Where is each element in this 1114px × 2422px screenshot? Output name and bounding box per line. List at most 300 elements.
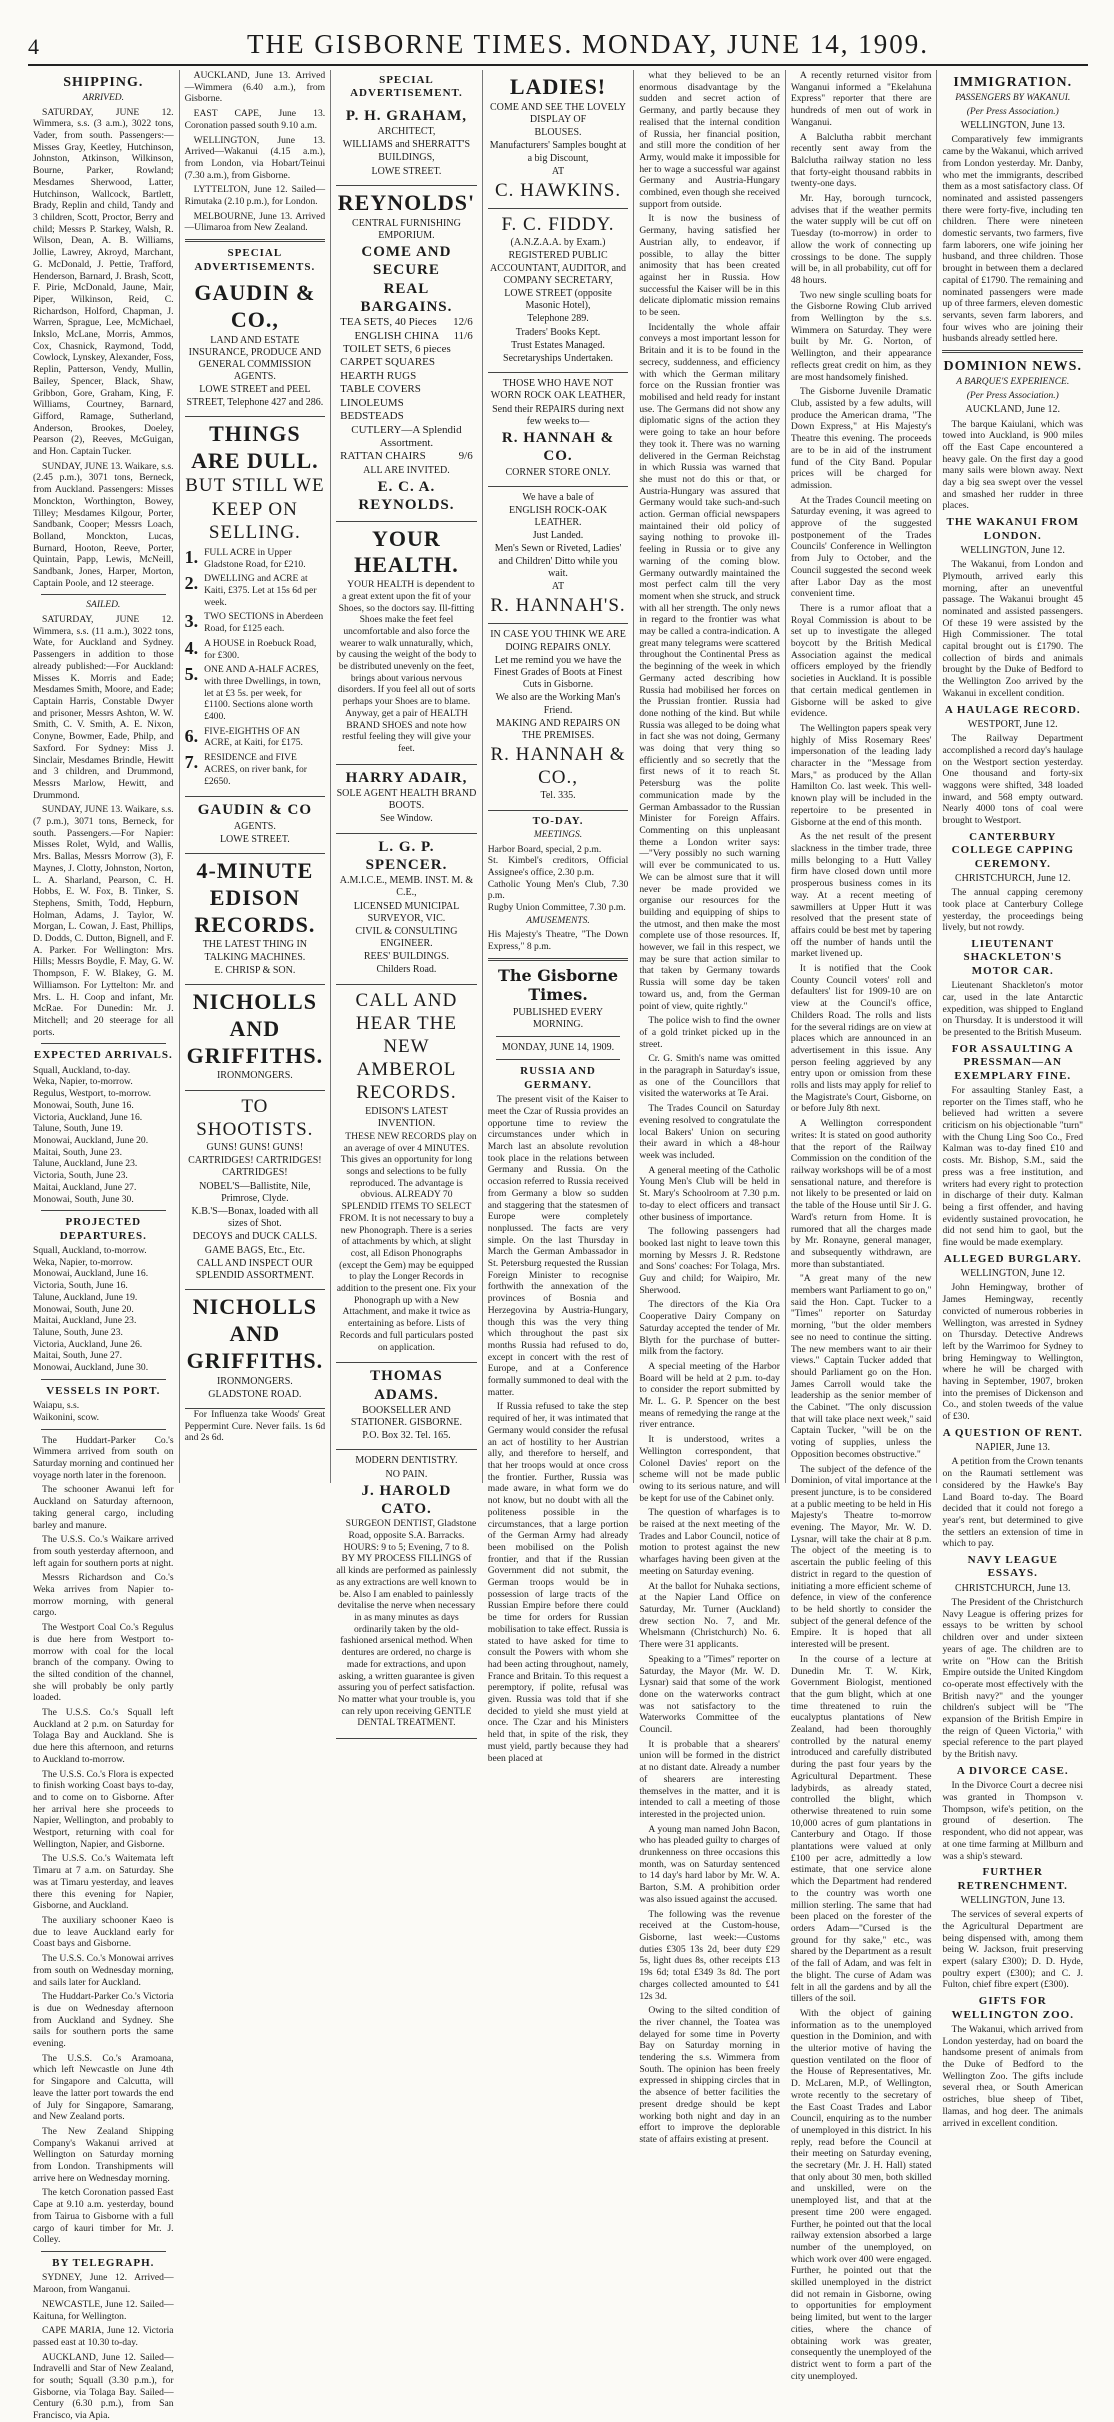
text-item: AGENTS. <box>233 820 276 832</box>
adair-lines <box>336 788 477 826</box>
listing-number: 2. <box>184 573 199 594</box>
text-item: The auxiliary schooner Kaeo is due to leave Auckland early for Coast bays and Gisborne. <box>33 1915 174 1950</box>
meetings-list <box>488 844 629 914</box>
listing-item <box>185 611 326 634</box>
text-item: Cr. G. Smith's name was omitted in the paragraph in Saturday's issue, as one of the Councillors that visited the waterworks at Te Arai. <box>639 1053 780 1100</box>
spencer-lines <box>336 875 477 977</box>
haulage-text: The Railway Department accomplished a record day's haulage on the Westport section yesterday. One thousand and forty-six waggons were shifted, 348 loaded inward, and 568 empty outward. Nearly 4000 tons of coal were brought to Westport. <box>942 733 1084 827</box>
adair-title: HARRY ADAIR, <box>345 769 468 786</box>
price-item-name: TABLE COVERS <box>340 383 421 396</box>
text-item: Talune, Auckland, June 23. <box>33 1158 138 1170</box>
hannah-ad-3 <box>488 624 629 810</box>
text-item: NEWCASTLE, June 12. Sailed—Kaituna, for Wellington. <box>33 2298 174 2322</box>
text-item: WILLIAMS and SHERRATT'S <box>342 139 471 151</box>
listings <box>185 547 326 787</box>
text-item: Waikonini, scow. <box>33 1411 100 1423</box>
sailed-list <box>33 614 174 1038</box>
text-item: At the Trades Council meeting on Saturday evening, it was agreed to approve of the suggested postponement of the Trades Councils' Conference in Wellington from July to October, and the Council suggested the second week after Labor Day as the most convenient time. <box>790 494 932 600</box>
text-item: A special meeting of the Harbor Board will be held at 2 p.m. to-day to consider the report submitted by Mr. L. G. P. Spencer on the best means of remedying the range at the river entrance. <box>639 1360 780 1431</box>
text-item: Telephone 289. <box>527 313 589 325</box>
divorce-text: In the Divorce Court a decree nisi was granted in Thompson v. Thompson, wife's petition, on the ground of desertion. The respondent, who did not appear, was at one time farming at Millburn and was a ship's steward. <box>942 1780 1084 1862</box>
hannah3-title: R. HANNAH & CO., <box>490 744 626 789</box>
hannah1-lines <box>488 378 629 428</box>
adams-lines <box>336 1405 477 1443</box>
price-item-name: CUTLERY—A Splendid Assortment. <box>351 423 462 449</box>
text-item: Monowai, Auckland, June 16. <box>33 1268 149 1280</box>
masthead <box>28 20 1088 66</box>
text-item: Speaking to a "Times" reporter on Saturday, the Mayor (Mr. W. D. Lysnar) said that some of the work done on the waterworks contract was not satisfactory to the Waterworks Committee of the Council. <box>639 1653 780 1736</box>
text-item: Squall, Auckland, to-day. <box>33 1064 131 1076</box>
cato-ad <box>336 1450 477 1739</box>
price-item <box>336 330 477 357</box>
text-item: MELBOURNE, June 13. Arrived—Ulimaroa from New Zealand. <box>184 210 326 234</box>
text-item: WELLINGTON, June 13. Arrived—Wakanui (4.15 a.m.), from London, via Hobart/Teinui (7.30 a.m.), from Gisborne. <box>184 134 326 181</box>
text-item: Owing to the silted condition of the river channel, the Toatea was delayed for some time in Poverty Bay on Saturday morning in tendering the s.s. Wimmera from South. The opinion has been freely expressed in shipping circles that in the absence of better facilities the present dredge should be kept working both night and day in an effort to improve the deplorable state of affairs existing at present. <box>639 2005 780 2145</box>
text-item: SUNDAY, JUNE 13. Waikare, s.s. (7 p.m.), 3071 tons, Berneck, for south. Passengers.—For Napier: Misses Rolet, Wyld, and Wallis, Mrs. Ballas, Messrs Morrow (3), F. Maynes, J. Clotty, Johnston, Norton, L. A. Sharland, Pearson, C. H. Hobbs, E. W. Fox, B. Tinker, S. Stephens, Smith, Todd, Hepburn, Holman, Adams, J. Taylor, W. Morgan, L. Cowan, J. East, Phillips, D. Dodds, C. Dutton, Bignell, and F. A. Parker. For Wellington: Mrs. Hills; Messrs Boydle, F. May, G. W. Thompson, F. W. Blakey, G. M. Williamson. For Lyttelton: Mr. and Mrs. L. H. Coop and infant, Mr. McRae. For Dunedin: Mr. J. Mitchell; and 20 steerage for all ports. <box>33 804 174 1038</box>
dentistry-title: MODERN DENTISTRY. <box>355 1455 458 1467</box>
text-item: Maitai, Auckland, June 27. <box>33 1181 137 1193</box>
text-item: With the object of gaining information as to the unemployed question in the Dominion, and with the ulterior motive of having the question ventilated on the floor of the House of Representatives, Mr. D. McLaren, M.P., of Wellington, wrote recently to the secretary of the East Coast Trades and Labor Council, enquiring as to the number of unemployed in this district. In his reply, read before the Council at their meeting on Saturday evening, the secretary (Mr. J. H. Hall) stated that only about 30 men, both skilled and unskilled, were on the unemployed list, and that at the present time 200 were engaged. Further, he pointed out that the local railway extension absorbed a large number of the unemployed, on which work over 400 were engaged. Further, he pointed out that the skilled unemployed in the district did not remain in Gisborne, owing to opportunities for employment being limited, but went to the larger cities, where the chance of obtaining work was greater, consequently the unemployed of the district went to form a part of the city unemployed. <box>790 2007 932 2382</box>
text-item: Talune, South, June 19. <box>33 1123 123 1135</box>
text-item: AT <box>551 581 565 593</box>
spencer-title: L. G. P. SPENCER. <box>365 838 448 873</box>
column-dominion-news <box>937 70 1088 2129</box>
divorce-heading: A DIVORCE CASE. <box>956 1764 1069 1777</box>
text-item: Weka, Napier, to-morrow. <box>33 1076 133 1088</box>
text-item: Monowai, Auckland, June 20. <box>33 1135 149 1146</box>
text-item: The Trades Council on Saturday evening resolved to congratulate the local Bakers' Union on securing their award in which a 48-hour week was included. <box>639 1103 780 1161</box>
capping-dateline: CHRISTCHURCH, June 12. <box>954 873 1071 884</box>
price-item-name: TEA SETS, 40 Pieces <box>340 316 437 329</box>
text-item: SATURDAY, JUNE 12. Wimmera, s.s. (3 a.m.), 3022 tons, Vader, from south. Passengers:—Misses Gray, Keetley, Hutchinson, Johnston, Atkinson, Wilkinson, Bourne, Parker, Rowland; Mesdames Sherwood, Latter, Hutchinson, Wallcock, Bartlett, Brady, Replin and child, Tandy and 3 children, Scott, Proctor, Berry and child; Messrs P. Starkey, Walsh, R. Wilson, Dean, A. B. Williams, Jollie, Lawrey, Akroyd, Marchant, G. McDonald, J. Pettie, Trafford, Henderson, Barnard, J. Brash, Scott, F. Pirie, McDonald, Jaune, Mair, Piper, Wilkinson, Reid, C. Richardson, Holford, Chapman, J. Warren, Sprague, Lee, McMichael, Inkslo, McLane, Morris, Ammos, Cox, Chasnick, Raymond, Todd, Cowlock, Lynskey, Alexander, Foss, Replin, Patterson, Vendy, Mullin, Bailey, Spencer, Black, Shaw, Gribbon, Gore, Graham, King, F. Williams, Courtney, Barnard, Gifford, Ramage, Sutherland, Anderson, Brookes, Doeley, Pearson (2), Reeves, McGuigan, and Hon. Captain Tucker. <box>33 106 174 458</box>
price-item <box>336 383 477 396</box>
reynolds-items <box>336 316 477 463</box>
column-shipping <box>28 70 180 2422</box>
text-item: As the net result of the present slackness in the timber trade, three mills belonging to a Hutt Valley firm have closed down until more prosperous business comes in its way. At a recent meeting of sawmillers at Upper Hutt it was resolved that the present state of affairs could be best met by tapering off the number of hands until the market livened up. <box>790 831 932 960</box>
reynolds-ad <box>336 186 477 522</box>
nicholls-sub: IRONMONGERS. <box>216 1070 293 1082</box>
text-item: A.M.I.C.E., MEMB. INST. M. & C.E., <box>339 875 474 899</box>
text-item: BUT STILL WE <box>185 475 325 497</box>
amberol-sub: EDISON'S LATEST INVENTION. <box>365 1105 448 1129</box>
text-item: There is a rumor afloat that a Royal Commission is about to be set up to investigate the alleged boycott by the British Medical Association against the medical officers employed by the friendly societies in Auckland. It is possible that certain medical gentlemen in Gisborne will be asked to give evidence. <box>790 602 932 720</box>
dull-lines <box>185 474 326 544</box>
text-item: Secretaryships Undertaken. <box>503 352 613 364</box>
text-item: SUNDAY, JUNE 13. Waikare, s.s. (2.45 p.m.), 3071 tons, Berneck, from Auckland. Passengers: Misses Monckton, Worthington, Bowey, Tilley; Mesdames Kilgour, Porter, Sandbank, Cooper; Messrs Loach, Bolland, Monckton, Lucas, Burnard, Hooton, Reeve, Porter, Quintain, Papp, Lewis, McNeill, Sandbank, Jones, Harper, Morton, Captain Poole, and 12 steerage. <box>33 460 174 589</box>
text-item: REAL BARGAINS. <box>360 280 453 315</box>
text-item: Rugby Union Committee, 7.30 p.m. <box>487 902 626 914</box>
text-item: St. Kimbel's creditors, Official Assignee's office, 2.30 p.m. <box>487 855 629 878</box>
amberol-title: CALL AND HEAR THE NEW AMBEROL RECORDS. <box>355 989 458 1104</box>
text-item: A recently returned visitor from Wanganui informed a "Ekelahuna Express" reporter that there are hundreds of men out of work in Wanganui. <box>790 70 932 128</box>
text-item: GLADSTONE ROAD. <box>208 1388 302 1400</box>
wakanui-heading: THE WAKANUI FROM LONDON. <box>946 516 1080 542</box>
text-item: BUILDINGS, <box>378 152 435 164</box>
text-item: REGISTERED PUBLIC ACCOUNTANT, AUDITOR, and COMPANY SECRETARY, <box>490 250 627 286</box>
burglary-dateline: WELLINGTON, June 12. <box>960 1268 1065 1280</box>
vessels-heading: VESSELS IN PORT. <box>46 1384 161 1397</box>
listing-number: 4. <box>184 637 199 658</box>
text-item: The Huddart-Parker Co.'s Victoria is due on Wednesday afternoon from Auckland and Sydney. She sails for southern ports the same evening. <box>33 1991 174 2050</box>
shackleton-text: Lieutenant Shackleton's motor car, used in the late Antarctic expedition, was shipped to England on Thursday. It is understood it will be presented to the British Museum. <box>942 980 1084 1039</box>
gaudin-ad <box>185 276 326 417</box>
price-item <box>336 397 477 410</box>
listing-item <box>185 638 326 661</box>
paper-nameplate: The Gisborne Times. <box>497 965 619 1005</box>
text-item: Maitai, South, June 23. <box>33 1146 123 1158</box>
column-ads-and-editorial <box>483 70 635 1764</box>
text-item: Monowai, South, June 30. <box>33 1193 134 1205</box>
text-item: The U.S.S. Co.'s Waikare arrived from south yesterday afternoon, and left again for southern ports at night. <box>33 1534 174 1569</box>
text-item: CARTRIDGES! CARTRIDGES! CARTRIDGES! <box>188 1155 322 1179</box>
text-item: Victoria, Auckland, June 26. <box>33 1338 143 1350</box>
text-item: Harbor Board, special, 2 p.m. <box>487 843 602 855</box>
pressman-heading: FOR ASSAULTING A PRESSMAN—AN EXEMPLARY FINE. <box>951 1042 1074 1082</box>
telegraph-list <box>33 2272 174 2421</box>
shipping-telegrams <box>185 70 326 234</box>
text-item: CALL AND INSPECT OUR SPLENDID ASSORTMENT. <box>195 1257 314 1281</box>
retrench-heading: FURTHER RETRENCHMENT. <box>957 1866 1068 1892</box>
text-item: LOWE STREET. <box>371 165 442 177</box>
listing-item <box>185 547 326 570</box>
shooters-title: TO SHOOTISTS. <box>196 1095 314 1140</box>
listing-number: 1. <box>184 546 199 567</box>
adams-ad <box>336 1363 477 1450</box>
text-item: The U.S.S. Co.'s Waitemata left Timaru at 7 a.m. on Saturday. She was at Timaru yesterday, and leaves there this evening for Napier, Gisborne, and Auckland. <box>33 1853 174 1912</box>
text-item: The subject of the defence of the Dominion, of vital importance at the present juncture, is to be considered at a public meeting to be held in His Majesty's Theatre to-morrow evening. The Mayor, Mr. W. D. Lysnar, will take the chair at 8 p.m. The object of the meeting is to ascertain the public feeling of this district in regard to the question of initiating a more efficient scheme of defence, in view of the conference to be held shortly to consider the subject of the general defence of the Empire. It is hoped that all interested will be present. <box>790 1463 932 1651</box>
text-item: LYTTELTON, June 12. Sailed—Rimutaka (2.10 p.m.), for London. <box>184 184 326 208</box>
text-item: The question of wharfages is to be raised at the next meeting of the Trades and Labor Council, notice of motion to protest against the new wharfages having been given at the meeting on Saturday evening. <box>639 1507 780 1577</box>
text-item: Talune, South, June 23. <box>33 1326 123 1338</box>
listing-text: FULL ACRE in Upper Gladstone Road, for £210. <box>204 546 306 570</box>
listing-text: ONE AND A-HALF ACRES, with three Dwellings, in town, let at £3 5s. per week, for £1100. Sections alone worth £400. <box>204 664 321 723</box>
text-item: The U.S.S. Co.'s Flora is expected to finish working Coast bays to-day, and to come on to Gisborne. After her arrival here she proceeds to Napier, Wellington, and probably to Westport, returning with coal for Wellington, Napier, and Gisborne. <box>33 1768 174 1850</box>
text-item: A Balclutha rabbit merchant recently sent away from the Balclutha railway station no less that forty-eight thousand rabbits in twenty-one days. <box>790 131 932 190</box>
gaudin-lines <box>185 335 326 409</box>
text-item: Monowai, South, June 20. <box>33 1303 134 1315</box>
price-item <box>336 316 477 329</box>
masthead-title: THE GISBORNE TIMES. MONDAY, JUNE 14, 1909. <box>246 29 930 59</box>
text-item: COME AND SEE THE LOVELY DISPLAY OF <box>490 101 627 126</box>
price-item-name: HEARTH RUGS <box>340 369 417 382</box>
listing-item <box>185 726 326 749</box>
dull-ad <box>185 417 326 798</box>
text-item: The Westport Coal Co.'s Regulus is due here from Westport to-morrow with coal for the local branch of the company. Owing to the silted condition of the channel, she will probably be only partly loaded. <box>33 1622 174 1704</box>
expected-heading: EXPECTED ARRIVALS. <box>33 1049 173 1062</box>
haulage-dateline: WESTPORT, June 12. <box>967 718 1058 730</box>
text-item: LOWE STREET. <box>219 833 290 845</box>
local-news-2 <box>791 70 932 2382</box>
projected-list <box>33 1245 174 1374</box>
text-item: Victoria, Auckland, June 16. <box>33 1111 143 1123</box>
text-item: BOOKSELLER AND STATIONER. GISBORNE. <box>350 1404 463 1429</box>
text-item: We have a bale of <box>522 491 594 503</box>
text-item: SOLE AGENT HEALTH BRAND BOOTS. <box>336 788 477 812</box>
ladies-lines <box>488 102 629 178</box>
local-news-1 <box>639 70 780 2146</box>
text-item: SELLING. <box>208 521 301 543</box>
cato-title: J. HAROLD CATO. <box>361 1482 452 1518</box>
health-text: YOUR HEALTH is dependent to a great extent upon the fit of your Shoes, so the doctors say. Ill-fitting Shoes make the feet feel uncomfortable and also force the wearer to walk unnaturally, which, by causing the weight of the body to be distributed unevenly on the feet, brings about various nervous disorders. If you feel all out of sorts perhaps your Shoes are to blame. Anyway, get a pair of HEALTH BRAND SHOES and note how restful feeling they will give your feet. <box>336 579 477 754</box>
pressman-text: For assaulting Stanley East, a reporter on the Times staff, who he believed had written a severe criticism on his objectionable "turn" with the Chung Ling Soo Co., Fred Kalman was to-day fined £10 and costs. Mr. Bishop, S.M., said the press was a free institution, and writers had every right to protection in discharge of their duty. Kalman being a first offender, and having evidently sustained provocation, he did not send him to gaol, but the fine would be made exemplary. <box>942 1084 1084 1249</box>
listing-number: 5. <box>184 664 199 685</box>
text-item: CAPE MARIA, June 12. Victoria passed east at 10.30 to-day. <box>33 2325 174 2348</box>
text-item: AUCKLAND, June 12. Sailed—Indravelli and Star of New Zealand, for south; Squall (3.30 p.m.), for Gisborne, via Tolaga Bay. Sailed—Century (6.30 p.m.), from San Francisco, via Apia. <box>33 2351 174 2422</box>
text-item: Childers Road. <box>376 964 437 976</box>
cato-text: SURGEON DENTIST, Gladstone Road, opposite S.A. Barracks. HOURS: 9 to 5; Evening, 7 to 8. BY MY PROCESS FILLINGS of all kinds are performed as painlessly as any extractions are well known to be. Also I am enabled to painlessly devitalise the nerve when necessary in as many minutes as days ordinarily taken by the old-fashioned arsenical method. When dentures are ordered, no charge is made for extractions, and upon asking, a written guarantee is given assuring you of perfect satisfaction. No matter what your trouble is, you can rely upon receiving GENTLE DENTAL TREATMENT. <box>336 1518 477 1729</box>
text-item: AUCKLAND, June 13. Arrived—Wimmera (6.40 a.m.), from Gisborne. <box>184 70 326 105</box>
burglary-heading: ALLEGED BURGLARY. <box>943 1252 1082 1265</box>
text-item: REES' BUILDINGS. <box>363 951 450 963</box>
vessels-list <box>33 1400 174 1423</box>
expected-list <box>33 1065 174 1205</box>
text-item: Incidentally the whole affair conveys a most important lesson for Britain and it is to be found in the secrecy, suddenness, and efficiency with which the German military force on the Russian frontier was mobilised and held ready for instant use. The Germans did not show any diplomatic signs of the action they were going to take an hour before they took it. There was no warning delivered in the German Reichstag in which Russia was warned that she must not do this or that, or Austria-Hungary was assured that Germany would take such-and-such action. German official newspapers maintained their old policy of saying nothing to provoke ill-feeling in Russia or to give any warning of the coming blow. Germany outwardly maintained the most perfect calm till the very moment when she struck, and struck with all her strength. The only news in regard to the frontier was what may be called a contra-indication. A great many telegrams were scattered throughout the Continental Press as the beginning of the week in which Germany acted describing how Russia had mobilised her forces on the Prussian frontier. Russia had done nothing of the kind. But while Russia was alleged to be doing what in fact she was not doing, Germany was doing that very thing so efficiently and so secretly that the first news of it to reach St. Petersburg was the polite communication made by the German Ambassador to the Russian Minister for Foreign Affairs. Commenting on this unpleasant theme a London writer says:—"Very possibly no such warning will ever be communicated to us. We can be almost sure that it will never be made provided we organise our resources for the building and equipping of ships to the utmost, and then make the most complete use of those resources. If, however, we fail in this respect, we may be sure that action similar to that taken by Germany towards Russia will some day be taken toward us, and, from the German point of view, quite rightly." <box>639 321 780 1012</box>
nicholls-title: NICHOLLS AND GRIFFITHS. <box>186 988 324 1068</box>
text-item: The U.S.S. Co.'s Monowai arrives from south on Wednesday morning, and sails later for Auckland. <box>33 1953 174 1988</box>
hannah2-title: R. HANNAH'S. <box>490 595 626 617</box>
nicholls2-title: NICHOLLS AND GRIFFITHS. <box>186 1294 324 1373</box>
barque-heading: A BARQUE'S EXPERIENCE. <box>956 377 1070 388</box>
reynolds-lines <box>336 243 477 316</box>
nicholls2-lines <box>185 1376 326 1401</box>
text-item: NOBEL'S—Ballistite, Nile, Primrose, Clyde. <box>199 1180 311 1204</box>
health-title: YOUR HEALTH. <box>354 525 459 578</box>
text-item: (A.N.Z.A.A. by Exam.) <box>510 237 606 249</box>
gaudin-title: GAUDIN & CO., <box>194 279 316 332</box>
graham-ad <box>336 103 477 186</box>
text-item: Mr. Hay, borough turncock, advises that if the weather permits the water supply will be cut off on Tuesday (to-morrow) in order to allow the work of connecting up crossings to be done. The supply will be, in all probability, cut off for 48 hours. <box>790 193 932 286</box>
dominion-heading: DOMINION NEWS. <box>943 359 1082 375</box>
price-item <box>336 370 477 383</box>
immigration-sub: PASSENGERS BY WAKANUI. <box>955 93 1071 104</box>
text-item: Maitai, Auckland, June 23. <box>33 1315 137 1327</box>
text-item: The Gisborne Juvenile Dramatic Club, assisted by a few adults, will produce the American drama, "The Down Express," at His Majesty's Theatre this evening. The proceeds are to be in aid of the instrument fund of the City Band. Popular prices will be charged for admission. <box>790 386 932 491</box>
text-item: LICENSED MUNICIPAL SURVEYOR, VIC. <box>353 900 460 924</box>
zoo-heading: GIFTS FOR WELLINGTON ZOO. <box>951 1995 1074 2021</box>
text-item: It is notified that the Cook County Council voters' roll and defaulters' list for 1909-10 are on view at the Council's office, Childers Road. The rolls and lists for the several ridings are on view at places which are announced in an advertisement in this issue. Any person feeling aggrieved by any entry upon or omission from these rolls and lists may apply for relief to the Magistrate's Court, Gisborne, on or before July 8th next. <box>790 963 932 1115</box>
text-item: GUNS! GUNS! GUNS! <box>206 1142 304 1153</box>
russia-article <box>488 1094 629 1764</box>
arrived-list <box>33 107 174 590</box>
text-item: LOWE STREET and PEEL STREET, Telephone 427 and 286. <box>186 384 324 408</box>
gaudin-agents-ad <box>185 797 326 854</box>
graham-lines <box>336 126 477 178</box>
records-ad <box>185 854 326 985</box>
text-item: KEEP ON <box>211 498 298 520</box>
shipping-news <box>33 1435 174 2246</box>
retrench-dateline: WELLINGTON, June 13. <box>960 1895 1065 1907</box>
fiddy-lines <box>488 237 629 365</box>
immigration-heading: IMMIGRATION. <box>953 75 1073 90</box>
price-item <box>336 410 477 423</box>
text-item: LAND AND ESTATE INSURANCE, PRODUCE AND GENERAL COMMISSION AGENTS. <box>188 334 322 383</box>
price-item-price: 12/6 <box>453 316 473 329</box>
text-item: Squall, Auckland, to-morrow. <box>33 1245 147 1257</box>
text-item: THE LATEST THING IN TALKING MACHINES. <box>202 939 308 963</box>
price-item <box>336 450 477 463</box>
text-item: It is understood, writes a Wellington correspondent, that Colonel Davies' report on the scheme will not be made public owing to its serious nature, and will be kept for use of the Cabinet only. <box>639 1434 780 1504</box>
text-item: The present visit of the Kaiser to meet the Czar of Russia provides an opportune time to review the circumstances under which in March last an absolute revolution took place in the relations between Germany and Russia. On the occasion referred to Russia received from Germany a blow so sudden and staggering that the statesmen of Europe were completely nonplussed. The facts are very simple. On the last Thursday in March the German Ambassador in St. Petersburg requested the Russian Foreign Minister to recognise forthwith the annexation of the provinces of Bosnia and Herzegovina by Austria-Hungary, though this was the very thing which throughout the past six months Russia had refused to do, except in concert with the rest of Europe, and at a Conference formally summoned to deal with the matter. <box>487 1094 629 1398</box>
text-item: LOWE STREET (opposite Masonic Hotel), <box>504 288 612 312</box>
text-item: SATURDAY, JUNE 12. Wimmera, s.s. (11 a.m.), 3022 tons, Wate, for Auckland and Sydney. Passengers in addition to those already published:—For Auckland: Misses K. Morris and Eade; Mesdames Smith, Moore, and Eade; Captain Harris, Constable Dwyer and prisoner, Messrs Ashton, W. W. Smith, C. V. Smith, A. E. Nixon, Conyne, Bowmer, Eade, Philp, and Saxford. For Sydney: Miss J. Sinclair, Mesdames Brindle, Hewitt and 3 children, and Drummond, Messrs Marlow, Hewitt, and Drummond. <box>33 614 174 801</box>
price-item-name: RATTAN CHAIRS <box>340 450 426 463</box>
text-item: Send their REPAIRS during next few weeks to— <box>492 403 624 427</box>
hannah-ad-1 <box>488 373 629 487</box>
text-item: EAST CAPE, June 13. Coronation passed south 9.10 a.m. <box>184 108 326 131</box>
invited: ALL ARE INVITED. <box>363 464 450 476</box>
text-item: Catholic Young Men's Club, 7.30 p.m. <box>487 878 629 902</box>
today-heading: TO-DAY. <box>532 814 584 827</box>
text-item: "A great many of the new members want Parliament to go on," said the Hon. Capt. Tucker to a "Times" reporter on Saturday morning, "but the older members see no need to continue the sitting. The new members want to air their views." Captain Tucker added that should Parliament go on the Hon. James Carroll would take the leadership as the senior member of the Cabinet. "The only discussion that will take place next week," said Captain Tucker, "will be on the voting of supplies, unless the Opposition becomes obstructive." <box>790 1273 932 1460</box>
adair-ad <box>336 765 477 834</box>
nicholls-ad <box>185 985 326 1091</box>
navy-heading: NAVY LEAGUE ESSAYS. <box>967 1554 1058 1580</box>
text-item: Messrs Richardson and Co.'s Weka arrives from Napier to-morrow morning, with general cargo. <box>33 1572 174 1619</box>
wakanui-text: The Wakanui, from London and Plymouth, arrived early this morning, after an uneventful passage. The Wakanui brought 45 nominated and assisted passengers. Of these 19 were assisted by the High Commissioner. The total capital brought out is £1790. The collection of birds and animals brought by the Duke of Bedford to the Wellington Zoo arrived by the Wakanui in excellent condition. <box>942 559 1084 699</box>
listing-text: RESIDENCE and FIVE ACRES, on river bank, for £2650. <box>204 752 307 787</box>
text-item: P.O. Box 32. Tel. 165. <box>362 1430 451 1442</box>
records-lines <box>185 939 326 977</box>
page-number: 4 <box>28 34 39 59</box>
fiddy-title: F. C. FIDDY. <box>501 214 615 236</box>
amberol-text: THESE NEW RECORDS play on an average of over 4 MINUTES. This gives an opportunity for long songs and selections to be fully reproduced. The advantage is obvious. ALREADY 70 SPLENDID ITEMS TO SELECT FROM. It is not necessary to buy a new Phonograph. There is a series of attachments by which, at slight cost, all Edison Phonographs (except the Gem) may be equipped to play the Longer Records in addition to the present one. Fix your Phonograph up with a New Attachment, and make it twice as entertaining as before. Lists of Records and full particulars posted on application. <box>336 1130 477 1353</box>
text-item: MAKING AND REPAIRS ON THE PREMISES. <box>495 717 621 741</box>
text-item: IRONMONGERS. <box>216 1375 293 1387</box>
published-line: PUBLISHED EVERY MORNING. <box>512 1006 604 1030</box>
text-item: It is now the business of Germany, having satisfied her Austrian ally, to endeavor, if possible, to allay the bitter animosity that has been created against her in Russia. How successful the Kaiser will be in this delicate diplomatic mission remains to be seen. <box>639 213 780 319</box>
text-item: ENGLISH ROCK-OAK LEATHER. <box>508 504 608 529</box>
text-item: K.B.'S—Bonax, loaded with all sizes of Shot. <box>191 1205 319 1230</box>
spencer-ad <box>336 834 477 985</box>
text-item: A general meeting of the Catholic Young Men's Club will be held in St. Mary's Schoolroom at 7.30 p.m. to-day to elect officers and transact other business of importance. <box>639 1164 780 1223</box>
shipping-heading: SHIPPING. <box>63 75 144 90</box>
adams-title: THOMAS ADAMS. <box>370 1368 443 1403</box>
text-item: The schooner Awanui left for Auckland on Saturday afternoon, taking general cargo, including barley and manure. <box>33 1484 174 1531</box>
records-title: 4-MINUTE EDISON RECORDS. <box>194 857 316 937</box>
amberol-ad <box>336 985 477 1364</box>
text-item: The Wellington papers speak very highly of Miss Rosemary Rees' impersonation of the leading lady character in the "Message from Mars," as produced by the Allan Hamilton Co. last week. This well-known play will be included in the repertoire to be presented in Gisborne at the end of this month. <box>790 722 932 828</box>
text-item: Maitai, South, June 27. <box>33 1350 123 1362</box>
reynolds-sub: CENTRAL FURNISHING EMPORIUM. <box>352 217 461 241</box>
shooters-lines <box>185 1142 326 1282</box>
text-item: The ketch Coronation passed East Cape at 9.10 a.m. yesterday, bound from Tairua to Gisborne with a full cargo of kauri timber for Mr. J. Colley. <box>33 2187 174 2246</box>
text-item: A Wellington correspondent writes: It is stated on good authority that the report of the Railway Commission on the condition of the railway workshops will be of a most sensational nature, and therefore is not likely to be presented or laid on the table of the House until Sir J. G. Ward's return from Home. It is rumored that all the charges made by Mr. Ronayne, general manager, and subsequently withdrawn, are more than substantiated. <box>790 1118 932 1270</box>
text-item: At the ballot for Nuhaka sections, at the Napier Land Office on Saturday, Mr. Turner (Auckland) drew section No. 7, and Mr. Whelsmann (Christchurch) No. 6. There were 31 applicants. <box>639 1580 780 1651</box>
gaudin2-lines <box>185 821 326 846</box>
hannah1-sub: CORNER STORE ONLY. <box>505 466 611 478</box>
press-assoc-1: (Per Press Association.) <box>966 106 1059 117</box>
barque-dateline: AUCKLAND, June 12. <box>965 404 1060 416</box>
hawkins-name: C. HAWKINS. <box>494 179 622 201</box>
price-item-name: BEDSTEADS <box>340 410 404 423</box>
wakanui-dateline: WELLINGTON, June 12. <box>960 544 1065 556</box>
capping-heading: CANTERBURY COLLEGE CAPPING CEREMONY. <box>951 830 1074 870</box>
text-item: The following passengers had booked last night to leave town this morning by Messrs J. R. Redstone and Sons' coaches: For Tolaga, Mrs. Guy and child; for Waipiro, Mr. Sherwood. <box>639 1226 780 1296</box>
shackleton-heading: LIEUTENANT SHACKLETON'S MOTOR CAR. <box>963 938 1063 977</box>
amusements-heading: AMUSEMENTS. <box>526 915 590 926</box>
gaudin2-title: GAUDIN & CO <box>197 802 313 819</box>
text-item: Weka, Napier, to-morrow. <box>33 1256 133 1268</box>
hannah2-lines <box>488 629 629 742</box>
hannah1-title: R. HANNAH & CO. <box>501 429 615 465</box>
text-item: IN CASE YOU THINK WE ARE DOING REPAIRS ONLY. <box>490 629 626 653</box>
immigration-dateline: WELLINGTON, June 13. <box>960 120 1065 132</box>
woods-footer: For Influenza take Woods' Great Peppermint Cure. Never fails. 1s 6d and 2s 6d. <box>184 1408 326 1444</box>
text-item: The police wish to find the owner of a gold trinket picked up in the street. <box>639 1015 780 1050</box>
text-item: The New Zealand Shipping Company's Wakanui arrived at Wellington on Saturday morning from London. Transhipments will arrive here on Wednesday morning. <box>33 2125 174 2184</box>
rent-dateline: NAPIER, June 13. <box>975 1442 1050 1454</box>
text-item: Regulus, Westport, to-morrow. <box>33 1088 152 1100</box>
text-item: Manufacturers' Samples bought at a big Discount, <box>489 140 627 164</box>
press-assoc-2: (Per Press Association.) <box>966 390 1059 401</box>
listing-item <box>185 664 326 723</box>
text-item: See Window. <box>380 813 433 825</box>
column-local-news-1 <box>634 70 786 2145</box>
capping-text: The annual capping ceremony took place at Canterbury College yesterday, the proceedings being lively, but not rowdy. <box>942 887 1084 934</box>
ecar-name: E. C. A. REYNOLDS. <box>358 478 455 514</box>
text-item: Men's Sewn or Riveted, Ladies' and Children' Ditto while you wait. <box>494 543 622 579</box>
ladies-ad <box>488 70 629 209</box>
issue-dateline: MONDAY, JUNE 14, 1909. <box>501 1042 615 1054</box>
listing-number: 7. <box>184 752 199 773</box>
russia-heading: RUSSIA AND GERMANY. <box>520 1065 596 1091</box>
text-item: what they believed to be an enormous disadvantage by the sudden and secret action of Germany, and partly because they realised that the internal condition of Russia, her financial position, and still more the condition of her Army, would make it impossible for her to wage a successful war against Germany and Austria-Hungary combined, even though she received support from outside. <box>639 70 780 210</box>
special-ads-heading: SPECIAL ADVERTISEMENTS. <box>194 247 316 273</box>
price-item-price: 11/6 <box>453 329 473 342</box>
retrench-text: The services of several experts of the Agricultural Department are being dispensed with, among them being W. Jackson, fruit preserving expert (salary £300); D. D. Hyde, poultry expert (£300); and C. J. Fulton, chief fibre expert (£300). <box>942 1909 1084 1991</box>
nicholls2-ad <box>185 1290 326 1409</box>
haulage-heading: A HAULAGE RECORD. <box>944 703 1081 716</box>
text-item: The U.S.S. Co.'s Aramoana, which left Newcastle on June 4th for Singapore and Calcutta, will leave the latter port towards the end of July for Singapore, Samarang, and New Zealand ports. <box>33 2052 174 2123</box>
text-item: Just Landed. <box>532 530 584 542</box>
column-local-news-2 <box>786 70 938 2382</box>
health-ad <box>336 522 477 765</box>
rent-text: A petition from the Crown tenants on the Raumati settlement was considered by the Hawke's Bay Land Board to-day. The Board decided that it could not forego a year's rent, but determined to give the settlers an extension of time in which to pay. <box>942 1456 1084 1550</box>
text-item: Waiapu, s.s. <box>33 1400 80 1412</box>
text-item: A young man named John Bacon, who has pleaded guilty to charges of drunkenness on three occasions this month, was on Saturday sentenced to 14 day's hard labor by Mr. W. A. Barton, S.M. A prohibition order was also issued against the accused. <box>639 1823 780 1905</box>
text-item: Victoria, South, June 23. <box>33 1170 128 1182</box>
navy-dateline: CHRISTCHURCH, June 13. <box>954 1582 1071 1594</box>
listing-number: 6. <box>184 725 199 746</box>
price-item-name: LINOLEUMS <box>340 396 404 409</box>
price-item <box>336 356 477 369</box>
leather-lines <box>488 492 629 594</box>
price-item-price: 9/6 <box>458 450 473 463</box>
telegraph-heading: BY TELEGRAPH. <box>52 2256 155 2269</box>
text-item: COME AND SECURE <box>361 244 452 279</box>
hannah3-sub: Tel. 335. <box>540 790 576 802</box>
rent-heading: A QUESTION OF RENT. <box>942 1426 1083 1439</box>
graham-title: P. H. GRAHAM, <box>345 107 468 124</box>
ladies-title: LADIES! <box>509 74 607 99</box>
burglary-text: John Hemingway, brother of James Hemingway, recently convicted of numerous robberies in Wellington, was arrested in Sydney on Thursday. Detective Andrews left by the Warrimoo for Sydney to bring Hemingway to Wellington, where he will be charged with having in September, 1907, broken into the premises of Dickenson and Co., and stolen tweeds of the value of £30. <box>942 1282 1084 1423</box>
listing-text: TWO SECTIONS in Aberdeen Road, for £125 each. <box>204 611 324 635</box>
zoo-text: The Wakanui, which arrived from London yesterday, had on board the handsome present of animals from the Duke of Bedford to the Wellington Zoo. The gifts include several rhea, or South American ostriches, blue sheep of Tibet, llamas, and hog deer. The animals arrived in excellent condition. <box>942 2023 1084 2129</box>
text-item: It is probable that a shearers' union will be formed in the district at no distant date. Already a number of shearers are interesting themselves in the matter, and it is intended to call a meeting of those interested in the projected union. <box>639 1738 780 1820</box>
text-item: The Huddart-Parker Co.'s Wimmera arrived from south on Saturday morning and continued her voyage north later in the forenoon. <box>33 1434 174 1481</box>
text-item: ARCHITECT, <box>377 126 436 138</box>
arrived-heading: ARRIVED. <box>82 93 124 104</box>
text-item: The U.S.S. Co.'s Squall left Auckland at 2 p.m. on Saturday for Tolaga Bay and Auckland. She is due here this afternoon, and returns to Auckland to-morrow. <box>33 1707 174 1765</box>
text-item: The directors of the Kia Ora Cooperative Dairy Company on Saturday accepted the tender of Mr. Blyth for the purchase of butter-milk from the factory. <box>639 1299 780 1358</box>
text-item: Talune, Auckland, June 19. <box>33 1291 138 1303</box>
text-item: GAME BAGS, Etc., Etc. <box>204 1244 305 1256</box>
text-item: CIVIL & CONSULTING ENGINEER. <box>355 925 458 950</box>
leather-ad <box>488 487 629 625</box>
listing-text: FIVE-EIGHTHS OF AN ACRE, at Kaiti, for £175. <box>204 725 303 749</box>
amusements-list <box>488 929 629 952</box>
listing-text: DWELLING and ACRE at Kaiti, £375. Let at 15s 6d per week. <box>204 573 317 608</box>
